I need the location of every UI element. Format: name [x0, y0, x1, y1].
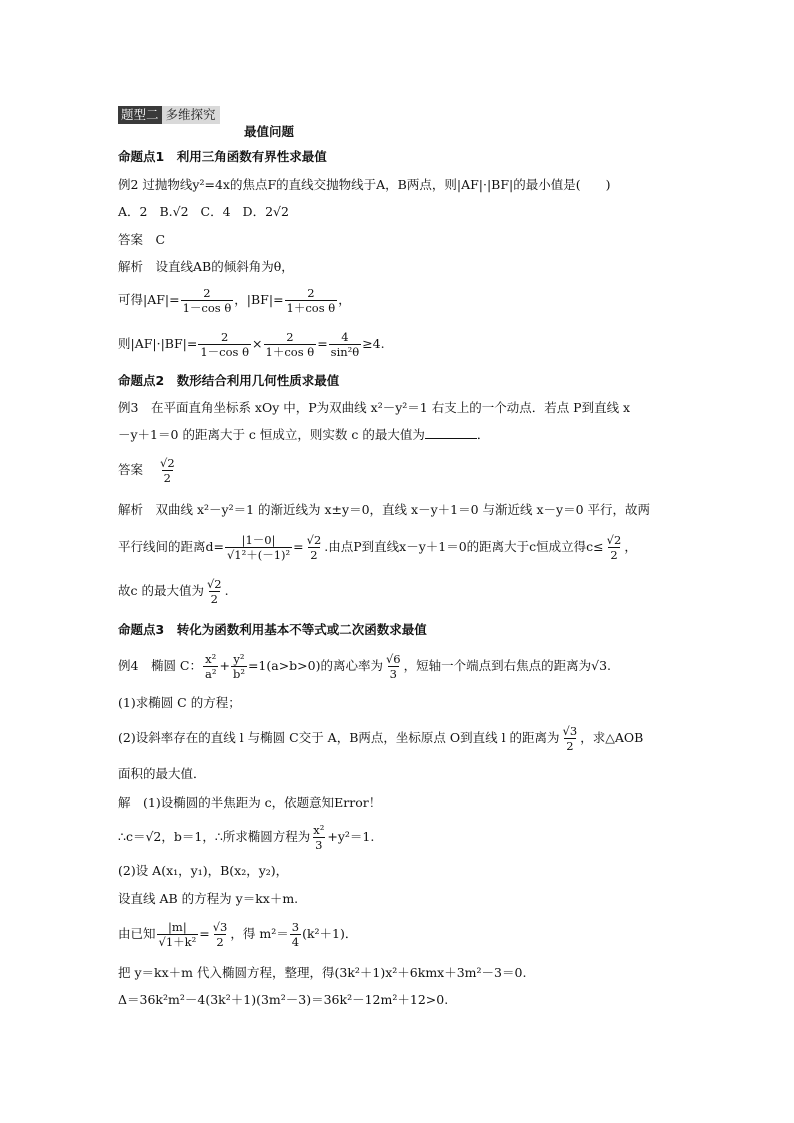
fraction: [264, 330, 317, 359]
fraction: [605, 533, 624, 562]
formula-text: =: [293, 539, 304, 554]
formula-text: =: [317, 336, 328, 351]
fraction-denominator: 2: [566, 739, 574, 753]
formula-text: ，|BF|=: [234, 292, 284, 307]
fraction-numerator: y²: [233, 652, 245, 666]
fraction-denominator: √1＋k²: [158, 935, 197, 949]
fraction-denominator: 2: [216, 935, 224, 949]
fraction-numerator: 4: [341, 330, 349, 344]
solution-line6: 把 y＝kx＋m 代入椭圆方程，整理，得(3k²＋1)x²＋6kmx＋3m²－3＝0.: [118, 965, 527, 980]
formula-text: ，: [338, 292, 351, 307]
section-tag: [118, 106, 220, 124]
formula-text: ×: [252, 336, 263, 351]
fraction-denominator: √1²＋(－1)²: [226, 548, 291, 562]
formula-text: (k²＋1)．: [302, 926, 358, 941]
fraction-denominator: 1＋cos θ: [286, 301, 336, 315]
fraction: [305, 533, 324, 562]
formula-text: +y²＝1.: [327, 829, 375, 844]
fraction: [225, 533, 292, 562]
formula-text: ∴c＝√2，b＝1，∴所求椭圆方程为: [118, 829, 311, 844]
example3-analysis-line3: [118, 577, 229, 606]
formula-text: 故c 的最大值为: [118, 583, 204, 598]
fraction: [157, 920, 199, 949]
fraction: [205, 577, 224, 606]
formula-text: 平行线间的距离d=: [118, 539, 224, 554]
example3-question-line2: [118, 426, 489, 444]
example4-question: [118, 652, 611, 681]
fraction-numerator: √3: [562, 724, 578, 738]
fraction-denominator: a²: [205, 667, 217, 681]
formula-text: ，: [624, 539, 637, 554]
fraction: [285, 286, 338, 315]
formula-text: ，短轴一个端点到右焦点的距离为√3.: [403, 658, 612, 673]
example3-answer: [118, 456, 178, 485]
solution-line2: [118, 823, 374, 852]
formula-text: 可得|AF|=: [118, 292, 180, 307]
formula-text: .: [224, 583, 229, 598]
fraction-numerator: √6: [385, 652, 401, 666]
option-d: D．2√2: [242, 204, 289, 219]
fraction-numerator: 2: [307, 286, 315, 300]
fraction: [311, 823, 326, 852]
formula-text: ≥4.: [362, 336, 385, 351]
fraction-numerator: √2: [306, 533, 322, 547]
fraction-numerator: √3: [212, 920, 228, 934]
solution-line7: Δ＝36k²m²－4(3k²＋1)(3m²－3)＝36k²－12m²＋12>0.: [118, 992, 449, 1007]
fraction-denominator: 3: [389, 667, 397, 681]
formula-text: ，得 m²＝: [230, 926, 289, 941]
fraction-numerator: 2: [203, 286, 211, 300]
example3-analysis-line1: 解析 双曲线 x²－y²＝1 的渐近线为 x±y＝0，直线 x－y＋1＝0 与渐近线 x－y＝0 平行，故两: [118, 502, 651, 517]
fraction-denominator: 4: [291, 935, 300, 949]
example2-formula2: [118, 330, 385, 359]
fraction-denominator: 2: [610, 548, 618, 562]
example2-answer: 答案 C: [118, 232, 166, 247]
solution-line5: [118, 920, 357, 949]
example4-sub2-line2: 面积的最大值．: [118, 766, 206, 781]
fraction: [231, 652, 247, 681]
formula-text: 例4 椭圆 C：: [118, 658, 202, 673]
fraction: [211, 920, 230, 949]
fraction-denominator: 3: [315, 838, 323, 852]
fraction: [198, 330, 251, 359]
fraction: [329, 330, 362, 359]
section-heading: 最值问题: [244, 124, 295, 139]
section-tag-label: 多维探究: [162, 106, 220, 124]
fraction-numerator: √2: [606, 533, 622, 547]
fraction-numerator: |m|: [168, 920, 187, 934]
fraction-numerator: √2: [160, 456, 175, 470]
solution-line1: 解 (1)设椭圆的半焦距为 c，依题意知Error！: [118, 795, 382, 810]
fraction-numerator: |1－0|: [241, 533, 276, 547]
question-text: ．: [476, 427, 490, 442]
fraction-numerator: x²: [313, 823, 325, 837]
formula-text: =: [199, 926, 210, 941]
formula-text: +: [219, 658, 230, 673]
formula-text: 则|AF|·|BF|=: [118, 336, 198, 351]
formula-text: 由已知: [118, 926, 156, 941]
fraction-numerator: 2: [286, 330, 294, 344]
fraction: [158, 456, 177, 485]
formula-text: .由点P到直线x－y＋1＝0的距离大于c恒成立得c≤: [324, 539, 604, 554]
fraction: [203, 652, 218, 681]
fraction-denominator: 2: [210, 592, 218, 606]
fraction-denominator: 1＋cos θ: [265, 345, 315, 359]
fraction-denominator: 2: [310, 548, 318, 562]
example3-question-line1: 例3 在平面直角坐标系 xOy 中，P为双曲线 x²－y²＝1 右支上的一个动点．若点 P到直线 x: [118, 400, 631, 415]
answer-label: 答案: [118, 462, 144, 477]
example2-options: [118, 203, 289, 221]
formula-text: =1(a>b>0)的离心率为: [247, 658, 383, 673]
answer-blank: [425, 426, 477, 439]
option-a: A．2: [118, 204, 148, 219]
fraction-numerator: 3: [291, 920, 300, 934]
topic1-title: 命题点1 利用三角函数有界性求最值: [118, 149, 327, 164]
question-text: －y＋1＝0 的距离大于 c 恒成立，则实数 c 的最大值为: [118, 427, 425, 442]
fraction-denominator: 1－cos θ: [200, 345, 250, 359]
fraction-denominator: b²: [232, 667, 245, 681]
example3-analysis-line2: [118, 533, 637, 562]
option-c: C．4: [200, 204, 231, 219]
fraction-denominator: 1－cos θ: [182, 301, 232, 315]
option-b: B.√2: [159, 204, 189, 219]
fraction: [384, 652, 403, 681]
fraction-numerator: √2: [206, 577, 222, 591]
formula-text: (2)设斜率存在的直线 l 与椭圆 C交于 A，B两点，坐标原点 O到直线 l 的距离为: [118, 730, 560, 745]
fraction-denominator: 2: [163, 471, 171, 485]
example4-sub2: [118, 724, 643, 753]
formula-text: ，求△AOB: [580, 730, 644, 745]
fraction: [561, 724, 580, 753]
fraction-numerator: x²: [205, 652, 217, 666]
example2-formula1: [118, 286, 351, 315]
example2-question: 例2 过抛物线y²=4x的焦点F的直线交抛物线于A，B两点，则|AF|·|BF|的最小值是( ): [118, 177, 611, 192]
fraction: [181, 286, 234, 315]
topic3-title: 命题点3 转化为函数利用基本不等式或二次函数求最值: [118, 622, 427, 637]
example2-analysis: 解析 设直线AB的倾斜角为θ，: [118, 259, 294, 274]
section-tag-number: 题型二: [118, 106, 162, 124]
solution-line3: (2)设 A(x₁，y₁)，B(x₂，y₂)，: [118, 863, 289, 878]
fraction-numerator: 2: [221, 330, 229, 344]
example4-sub1: (1)求椭圆 C 的方程；: [118, 695, 241, 710]
fraction-denominator: sin²θ: [330, 345, 360, 359]
solution-line4: 设直线 AB 的方程为 y＝kx＋m.: [118, 891, 299, 906]
fraction: [290, 920, 301, 949]
topic2-title: 命题点2 数形结合利用几何性质求最值: [118, 373, 340, 388]
